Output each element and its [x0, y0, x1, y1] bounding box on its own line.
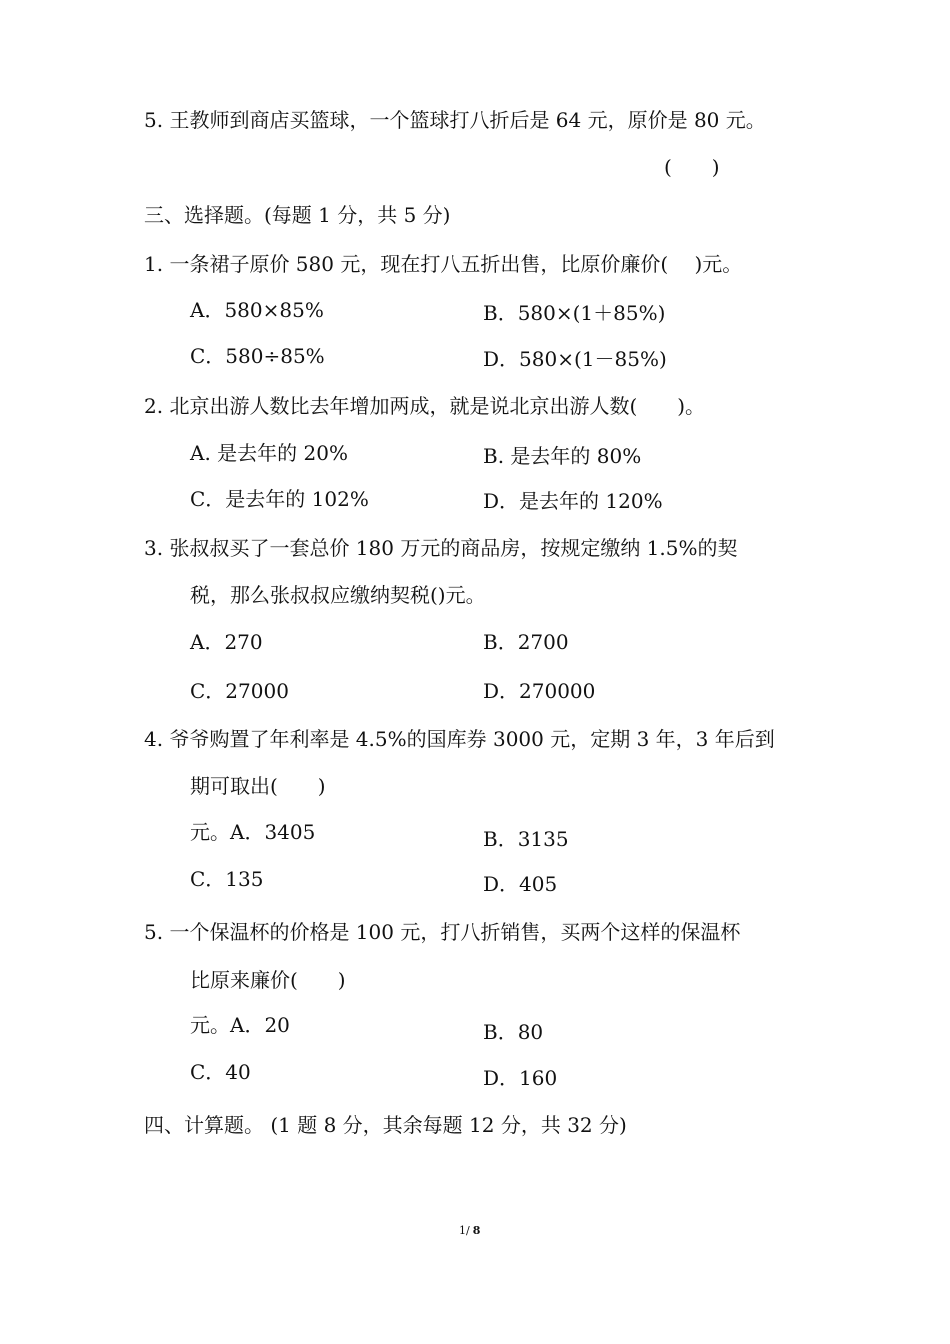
q5-option-a: 元。A．20: [190, 1013, 290, 1037]
q4-stem-line2: 期可取出( ): [190, 774, 326, 798]
q5-stem-line2: 比原来廉价( ): [190, 968, 346, 992]
q2-stem: 2. 北京出游人数比去年增加两成，就是说北京出游人数( )。: [144, 394, 706, 418]
page-footer: [459, 1219, 480, 1238]
q5-option-d: D．160: [483, 1066, 558, 1090]
q2-option-a: A. 是去年的 20%: [190, 441, 348, 465]
q3-stem-line2: 税，那么张叔叔应缴纳契税()元。: [190, 583, 486, 607]
q1-option-b: B．580×(1＋85%): [483, 301, 666, 325]
judge-q5-text: 5. 王教师到商店买篮球，一个篮球打八折后是 64 元，原价是 80 元。: [144, 108, 766, 132]
q2-option-c: C．是去年的 102%: [190, 487, 369, 511]
q3-option-c: C．27000: [190, 679, 289, 703]
q1-stem: 1. 一条裙子原价 580 元，现在打八五折出售，比原价廉价( )元。: [144, 252, 743, 276]
q5-option-b: B．80: [483, 1020, 544, 1044]
q4-option-a: 元。A．3405: [190, 820, 316, 844]
q1-option-d: D．580×(1－85%): [483, 347, 667, 371]
q1-option-c: C．580÷85%: [190, 344, 325, 368]
q5-stem-line1: 5. 一个保温杯的价格是 100 元，打八折销售，买两个这样的保温杯: [144, 920, 741, 944]
q1-option-a: A．580×85%: [190, 298, 324, 322]
section-3-heading: 三、选择题。(每题 1 分，共 5 分): [144, 203, 451, 227]
q3-option-d: D．270000: [483, 679, 596, 703]
q4-option-b: B．3135: [483, 827, 569, 851]
page-number-total: 8: [472, 1224, 481, 1237]
q2-option-b: B. 是去年的 80%: [483, 444, 642, 468]
q4-stem-line1: 4. 爷爷购置了年利率是 4.5%的国库券 3000 元，定期 3 年，3 年后到: [144, 727, 775, 751]
q5-option-c: C．40: [190, 1060, 251, 1084]
judge-q5-answer-bracket: ( ): [664, 155, 720, 179]
q4-option-c: C．135: [190, 867, 264, 891]
q3-stem-line1: 3. 张叔叔买了一套总价 180 万元的商品房，按规定缴纳 1.5%的契: [144, 536, 738, 560]
q4-option-d: D．405: [483, 872, 558, 896]
q3-option-a: A．270: [190, 630, 263, 654]
q3-option-b: B．2700: [483, 630, 569, 654]
section-4-heading: 四、计算题。 (1 题 8 分，其余每题 12 分，共 32 分): [144, 1113, 627, 1137]
q2-option-d: D．是去年的 120%: [483, 489, 663, 513]
page-number-current: 1/: [459, 1224, 470, 1237]
